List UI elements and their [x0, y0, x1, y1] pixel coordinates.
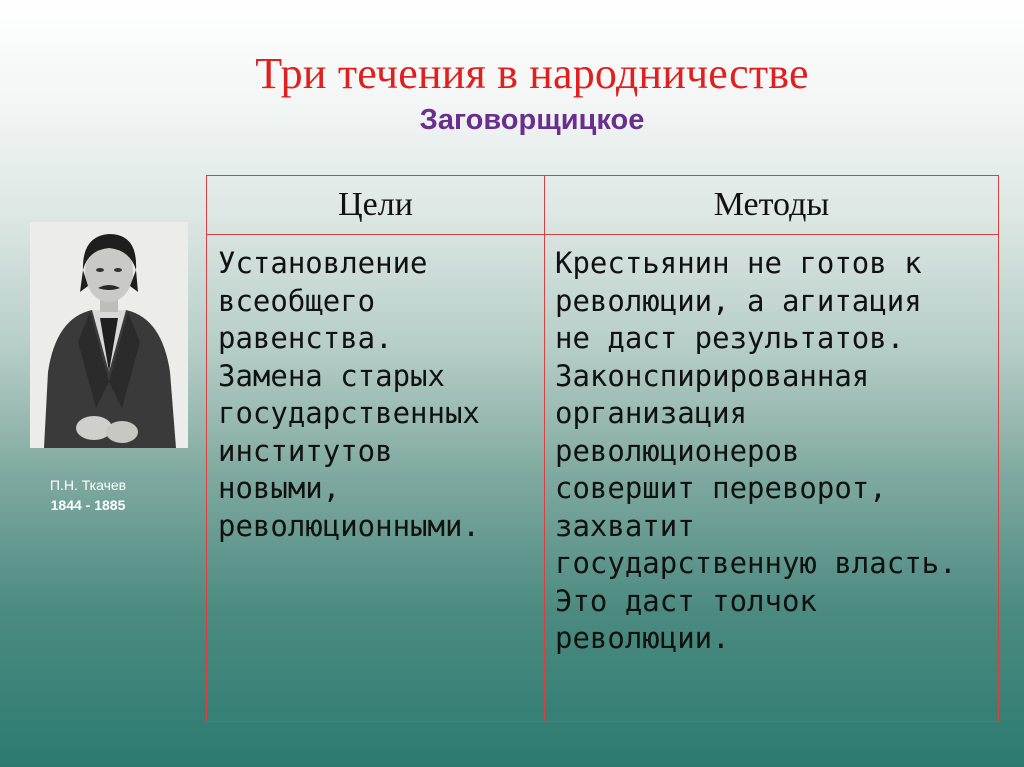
portrait-name: П.Н. Ткачев [49, 477, 127, 493]
goals-methods-table [206, 175, 999, 722]
methods-cell: Крестьянин не готов к революции, а агитация не даст результатов. Законспирированная организация революционеров совершит переворот, захватит государственную власть. Это даст толчок революции. [545, 235, 999, 722]
table-row [207, 235, 999, 722]
slide-subtitle: Заговорщицкое [419, 104, 645, 136]
goals-cell: Установление всеобщего равенства. Замена старых государственных институтов новыми, революционными. [207, 235, 545, 722]
table-header-row [207, 176, 999, 235]
slide-title: Три течения в народничестве [255, 49, 809, 98]
portrait-caption [18, 475, 158, 515]
portrait-years: 1844 - 1885 [50, 497, 126, 513]
header-goals: Цели [207, 176, 545, 235]
header-methods: Методы [545, 176, 999, 235]
portrait-drawing [30, 222, 188, 448]
portrait-image [30, 222, 188, 448]
